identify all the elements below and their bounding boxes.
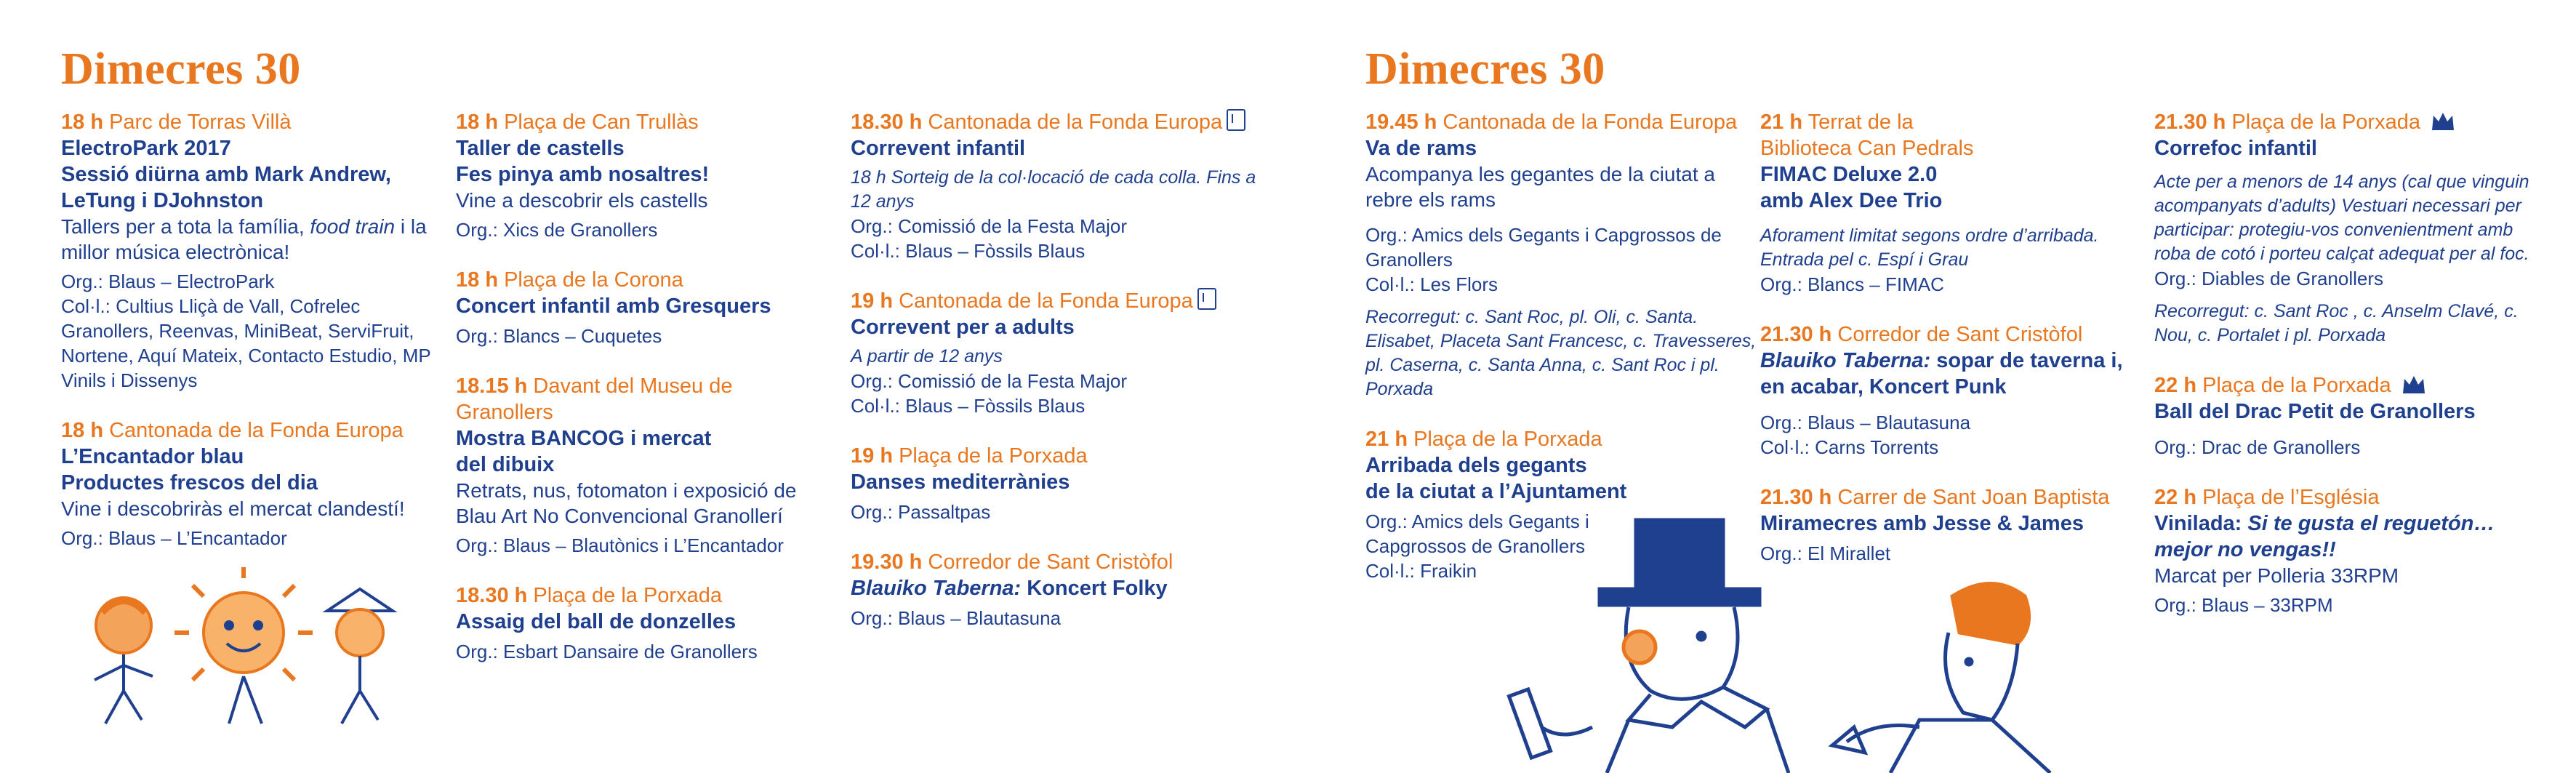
event-header: 18 h Plaça de la Corona [456,268,683,292]
event-note: A partir de 12 anys [851,346,1003,367]
event-organizer: Org.: Diables de Granollers [2154,268,2384,289]
event-organizer: Org.: Blaus – ElectroPark [61,271,275,292]
event-organizer: Org.: El Mirallet [1760,542,1891,564]
event-collaborators: Col·l.: Les Flors [1365,273,1498,295]
event-organizer: Org.: Comissió de la Festa Major [851,370,1128,392]
event-koncert-punk [1760,321,2153,460]
event-organizer: Org.: Esbart Dansaire de Granollers [456,641,758,662]
event-header: 21.30 h Corredor de Sant Cristòfol [1760,323,2083,346]
event-description: Vine a descobrir els castells [456,189,708,212]
event-organizer: Org.: Comissió de la Festa Major [851,215,1128,237]
event-header: 22 h Plaça de la Porxada [2154,372,2547,398]
event-description: Retrats, nus, fotomaton i exposició de Blau Art No Convencional Granollerí [456,479,797,527]
event-name: amb Alex Dee Trio [1760,189,1943,212]
event-name: Blauiko Taberna: Koncert Folky [851,577,1168,600]
event-name: mejor no vengas!! [2154,538,2336,561]
event-bancog [456,373,834,558]
event-name: Arribada dels gegants [1365,454,1587,477]
event-collaborators: Col·l.: Blaus – Fòssils Blaus [851,240,1086,262]
event-name: Correfoc infantil [2154,137,2317,160]
event-name: L’Encantador blau [61,445,244,468]
event-name: de la ciutat a l’Ajuntament [1365,480,1627,503]
event-note: Acte per a menors de 14 anys (cal que vinguin acompanyats d’adults) Vestuari necessari per participar: protegiu-vos convenientment amb roba de cotó i porteu calçat adequat per al foc. [2154,172,2529,264]
event-route: Recorregut: c. Sant Roc , c. Anselm Clavé, c. Nou, c. Portalet i pl. Porxada [2154,301,2519,345]
event-name: Va de rams [1365,137,1477,160]
event-collaborators: Col·l.: Carns Torrents [1760,436,1939,458]
event-name: Assaig del ball de donzelles [456,610,737,633]
event-electropark [61,109,439,393]
event-correfoc-infantil [2154,109,2547,348]
event-miramecres [1760,484,2153,566]
event-organizer: Org.: Amics dels Gegants i Capgrossos de Granollers [1365,224,1722,271]
event-name: Correvent per a adults [851,316,1075,339]
event-organizer: Org.: Blancs – FIMAC [1760,273,1944,295]
event-header: 18.30 h Plaça de la Porxada [456,584,722,607]
event-collaborators: Col·l.: Blaus – Fòssils Blaus [851,395,1086,417]
kids-illustration [73,567,407,742]
event-name: del dibuix [456,453,555,476]
event-organizer: Org.: Xics de Granollers [456,219,658,241]
door-icon [1227,109,1245,131]
event-organizer: Org.: Blaus – Blautasuna [1760,412,1971,433]
event-name: Vinilada: Si te gusta el reguetón… [2154,512,2495,535]
left-column-1 [61,109,439,575]
event-danses [851,443,1258,524]
event-header: 21 h Plaça de la Porxada [1365,428,1602,451]
event-name: LeTung i DJohnston [61,189,264,212]
event-name: FIMAC Deluxe 2.0 [1760,163,1938,186]
event-donzelles [456,582,834,664]
event-name: Miramecres amb Jesse & James [1760,512,2084,535]
event-drac-petit [2154,372,2547,460]
event-koncert-folky [851,549,1258,630]
event-fimac [1760,109,2153,297]
crown-icon [2431,111,2455,132]
event-name: Mostra BANCOG i mercat [456,427,712,450]
event-header: 19 h Plaça de la Porxada [851,444,1088,468]
event-organizer: Org.: Blaus – L’Encantador [61,527,287,549]
event-collaborators: Col·l.: Cultius Lliçà de Vall, Cofrelec Granollers, Reenvas, MiniBeat, ServiFruit, Nortene, Aquí Mateix, Contacto Estudio, MP Vinils i Dissenys [61,295,431,391]
event-description: Marcat per Polleria 33RPM [2154,564,2399,587]
event-va-de-rams [1365,109,1758,401]
event-description: Acompanya les gegantes de la ciutat a rebre els rams [1365,163,1715,211]
event-note: 18 h Sorteig de la col·locació de cada colla. Fins a 12 anys [851,167,1256,212]
event-name: Concert infantil amb Gresquers [456,295,771,318]
event-name: Productes frescos del dia [61,471,318,494]
crown-icon [2402,375,2426,395]
event-name: Taller de castells [456,137,625,160]
event-header: 18.15 h Davant del Museu de Granollers [456,375,733,424]
event-collaborators: Col·l.: Fraikin [1365,560,1477,582]
right-column-2 [1760,109,2153,590]
event-description: Tallers per a tota la família, food train i la millor música electrònica! [61,215,427,263]
event-organizer: Org.: Amics dels Gegants i Capgrossos de Granollers [1365,510,1589,557]
event-name: Ball del Drac Petit de Granollers [2154,400,2476,423]
event-header: 21.30 h Carrer de Sant Joan Baptista [1760,486,2110,509]
event-header: 18 h Parc de Torras Villà [61,111,292,134]
event-header: 19.45 h Cantonada de la Fonda Europa [1365,111,1738,134]
event-name: ElectroPark 2017 [61,137,231,160]
event-name: Danses mediterrànies [851,470,1070,494]
event-header: 22 h Plaça de l’Església [2154,486,2380,509]
event-organizer: Org.: Blaus – 33RPM [2154,594,2333,616]
event-organizer: Org.: Blaus – Blautasuna [851,607,1062,629]
event-header: 21.30 h Plaça de la Porxada [2154,109,2547,135]
event-note: Aforament limitat segons ordre d’arribada. Entrada pel c. Espí i Grau [1760,225,2099,270]
event-header: 19.30 h Corredor de Sant Cristòfol [851,550,1173,574]
event-description: Vine i descobriràs el mercat clandestí! [61,497,405,520]
left-page-title: Dimecres 30 [61,44,301,94]
event-header: 18.30 h Cantonada de la Fonda Europa [851,109,1258,135]
event-name: Sessió diürna amb Mark Andrew, [61,163,391,186]
event-organizer: Org.: Blancs – Cuquetes [456,325,662,347]
left-column-2 [456,109,834,689]
right-page-title: Dimecres 30 [1365,44,1605,94]
event-organizer: Org.: Drac de Granollers [2154,436,2361,458]
event-organizer: Org.: Blaus – Blautònics i L’Encantador [456,534,784,556]
event-name: Correvent infantil [851,137,1026,160]
event-correvent-infantil [851,109,1258,263]
event-header: 18 h Plaça de Can Trullàs [456,111,699,134]
event-header: 21 h Terrat de la Biblioteca Can Pedrals [1760,111,1974,160]
right-column-3 [2154,109,2547,642]
event-name: Blauiko Taberna: sopar de taverna i, en acabar, Koncert Punk [1760,349,2123,398]
door-icon [1197,288,1216,310]
event-gresquers [456,267,834,348]
event-correvent-adults [851,288,1258,418]
event-route: Recorregut: c. Sant Roc, pl. Oli, c. Santa. Elisabet, Placeta Sant Francesc, c. Travesseres, pl. Caserna, c. Santa Anna, c. Sant Roc i pl. Porxada [1365,307,1757,399]
event-organizer: Org.: Passaltpas [851,501,991,523]
left-column-3 [851,109,1258,655]
event-header: 19 h Cantonada de la Fonda Europa [851,288,1258,314]
event-vinilada [2154,484,2547,617]
event-castells [456,109,834,242]
event-encantador [61,417,439,550]
event-header: 18 h Cantonada de la Fonda Europa [61,419,404,442]
event-name: Fes pinya amb nosaltres! [456,163,710,186]
